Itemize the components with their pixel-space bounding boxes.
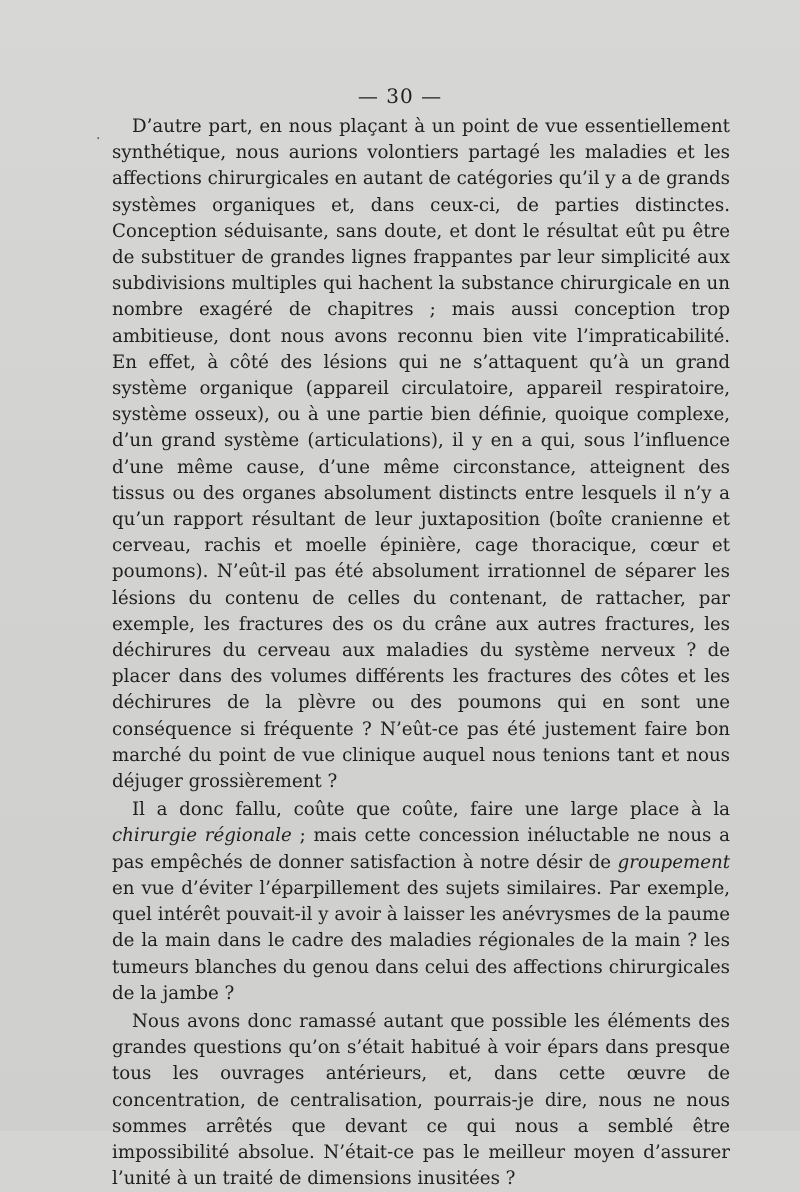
page-number: — 30 — <box>357 84 443 108</box>
italic-text: chirurgie régionale <box>112 825 292 847</box>
margin-mark: · <box>96 131 101 147</box>
text-run: Nous avons donc ramassé autant que possible les éléments des grandes questions qu’on s’était habitué à voir épars dans presque tous les ouvrages antérieurs, et, dans cette œuvre de concentration, de centralisation, pourrais-je dire, nous ne nous sommes arrêtés que devant ce qui nous a semblé être impossibilité absolue. N’était-ce pas le meilleur moyen d’assurer l’unité à un traité de dimensions inusitées ? <box>112 1010 730 1190</box>
body-text <box>112 114 730 1192</box>
text-run: ; mais cette concession inéluctable ne nous a pas empêchés de donner satisfaction à notre désir de <box>112 825 730 873</box>
italic-text: groupement <box>617 851 730 873</box>
paragraph <box>112 1009 730 1192</box>
text-run: en vue d’éviter l’éparpillement des sujets similaires. Par exemple, quel intérêt pouvait-il y avoir à laisser les anévrysmes de la paume de la main dans le cadre des maladies régionales de la main ? les tumeurs blanches du genou dans celui des affections chirurgicales de la jambe ? <box>112 877 730 1004</box>
paragraph <box>112 797 730 1007</box>
paragraph <box>112 114 730 795</box>
text-run: D’autre part, en nous plaçant à un point de vue essentiellement synthétique, nous aurions volontiers partagé les maladies et les affections chirurgicales en autant de catégories qu’il y a de grands systèmes organiques et, dans ceux-ci, de parties distinctes. Conception séduisante, sans doute, et dont le résultat eût pu être de substituer de grandes lignes frappantes par leur simplicité aux subdivisions multiples qui hachent la substance chirurgicale en un nombre exagéré de chapitres ; mais aussi conception trop ambitieuse, dont nous avons reconnu bien vite l’impraticabilité. En effet, à côté des lésions qui ne s’attaquent qu’à un grand système organique (appareil circulatoire, appareil respiratoire, système osseux), ou à une partie bien définie, quoique complexe, d’un grand système (articulations), il y en a qui, sous l’influence d’une même cause, d’une même circonstance, atteignent des tissus ou des organes absolument distincts entre lesquels il n’y a qu’un rapport résultant de leur juxtaposition (boîte cranienne et cerveau, rachis et moelle épinière, cage thoracique, cœur et poumons). N’eût-il pas été absolument irrationnel de séparer les lésions du contenu de celles du contenant, de rattacher, par exemple, les fractures des os du crâne aux autres fractures, les déchirures du cerveau aux maladies du système nerveux ? de placer dans des volumes différents les fractures des côtes et les déchirures de la plèvre ou des poumons qui en sont une conséquence si fréquente ? N’eût-ce pas été justement faire bon marché du point de vue clinique auquel nous tenions tant et nous déjuger grossièrement ? <box>112 116 730 793</box>
text-run: Il a donc fallu, coûte que coûte, faire une large place à la <box>132 799 730 821</box>
